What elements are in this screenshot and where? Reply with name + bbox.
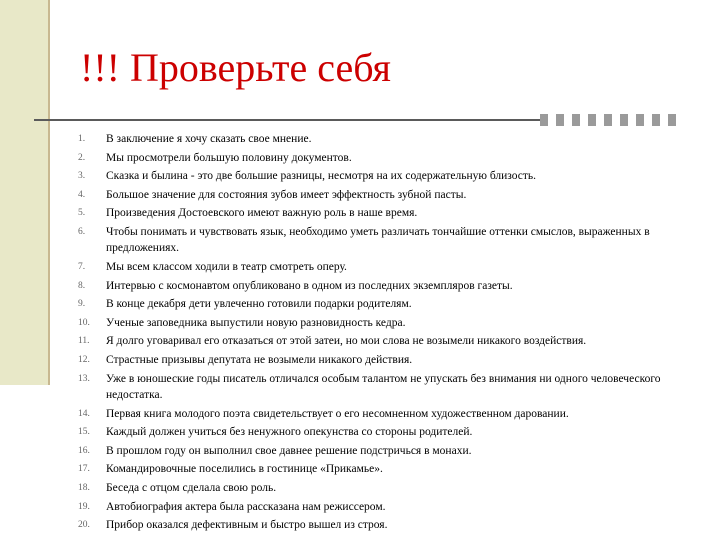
list-item <box>78 516 698 535</box>
checkered-divider-accent <box>540 114 684 126</box>
item-text: Первая книга молодого поэта свидетельствует о его несомненном художественном даровании. <box>106 407 569 420</box>
list-item <box>78 423 698 442</box>
list-item <box>78 167 698 186</box>
item-text: Мы всем классом ходили в театр смотреть оперу. <box>106 260 347 273</box>
list-item <box>78 370 698 405</box>
slide-title: !!! Проверьте себя <box>80 45 391 90</box>
list-item <box>78 277 698 296</box>
item-text: Чтобы понимать и чувствовать язык, необходимо уметь различать тончайшие оттенки смыслов, выраженных в предложениях. <box>106 225 650 255</box>
item-number: 19. <box>78 501 90 512</box>
item-number: 14. <box>78 408 90 419</box>
item-number: 8. <box>78 280 86 291</box>
item-text: Мы просмотрели большую половину документов. <box>106 151 352 164</box>
item-number: 15. <box>78 427 90 438</box>
item-number: 6. <box>78 226 86 237</box>
decorative-side-band <box>0 0 48 385</box>
list-item <box>78 295 698 314</box>
item-number: 2. <box>78 152 86 163</box>
item-text: Сказка и былина - это две большие разницы, несмотря на их содержательную близость. <box>106 170 537 183</box>
item-text: Я долго уговаривал его отказаться от этой затеи, но мои слова не возымели никакого воздействия. <box>106 335 587 348</box>
item-number: 11. <box>78 336 90 347</box>
item-text: В прошлом году он выполнил свое давнее решение подстричься в монахи. <box>106 444 472 457</box>
item-number: 18. <box>78 482 90 493</box>
item-text: Уже в юношеские годы писатель отличался особым талантом не упускать без внимания ни одного человеческого недостатка. <box>106 372 661 402</box>
sentence-list <box>78 130 698 535</box>
item-number: 12. <box>78 354 90 365</box>
item-number: 13. <box>78 373 90 384</box>
item-text: В заключение я хочу сказать свое мнение. <box>106 133 312 145</box>
item-text: Произведения Достоевского имеют важную роль в наше время. <box>106 207 418 220</box>
list-item <box>78 460 698 479</box>
item-text: Прибор оказался дефективным и быстро вышел из строя. <box>106 519 388 532</box>
list-item <box>78 498 698 517</box>
item-number: 1. <box>78 134 86 144</box>
item-text: Страстные призывы депутата не возымели никакого действия. <box>106 353 413 366</box>
list-item <box>78 186 698 205</box>
list-item <box>78 479 698 498</box>
item-text: Интервью с космонавтом опубликовано в одном из последних экземпляров газеты. <box>106 279 513 292</box>
list-item <box>78 204 698 223</box>
list-item <box>78 258 698 277</box>
item-text: В конце декабря дети увлеченно готовили подарки родителям. <box>106 298 412 311</box>
item-number: 17. <box>78 464 90 475</box>
item-number: 20. <box>78 520 90 531</box>
item-text: Командировочные поселились в гостинице «Прикамье». <box>106 463 383 476</box>
list-item <box>78 149 698 168</box>
item-number: 16. <box>78 445 90 456</box>
item-text: Большое значение для состояния зубов имеет эффектность зубной пасты. <box>106 188 467 201</box>
item-text: Ученые заповедника выпустили новую разновидность кедра. <box>106 316 406 329</box>
item-text: Автобиография актера была рассказана нам режиссером. <box>106 500 386 513</box>
list-item <box>78 351 698 370</box>
item-number: 9. <box>78 299 86 310</box>
item-number: 7. <box>78 261 86 272</box>
list-item <box>78 130 698 149</box>
item-number: 5. <box>78 208 86 219</box>
item-number: 3. <box>78 171 86 182</box>
list-item <box>78 223 698 258</box>
item-number: 4. <box>78 189 86 200</box>
list-item <box>78 314 698 333</box>
list-item <box>78 405 698 424</box>
decorative-side-rule <box>48 0 50 385</box>
list-item <box>78 332 698 351</box>
list-item <box>78 442 698 461</box>
item-text: Беседа с отцом сделала свою роль. <box>106 481 277 494</box>
item-text: Каждый должен учиться без ненужного опекунства со стороны родителей. <box>106 426 473 439</box>
item-number: 10. <box>78 317 90 328</box>
